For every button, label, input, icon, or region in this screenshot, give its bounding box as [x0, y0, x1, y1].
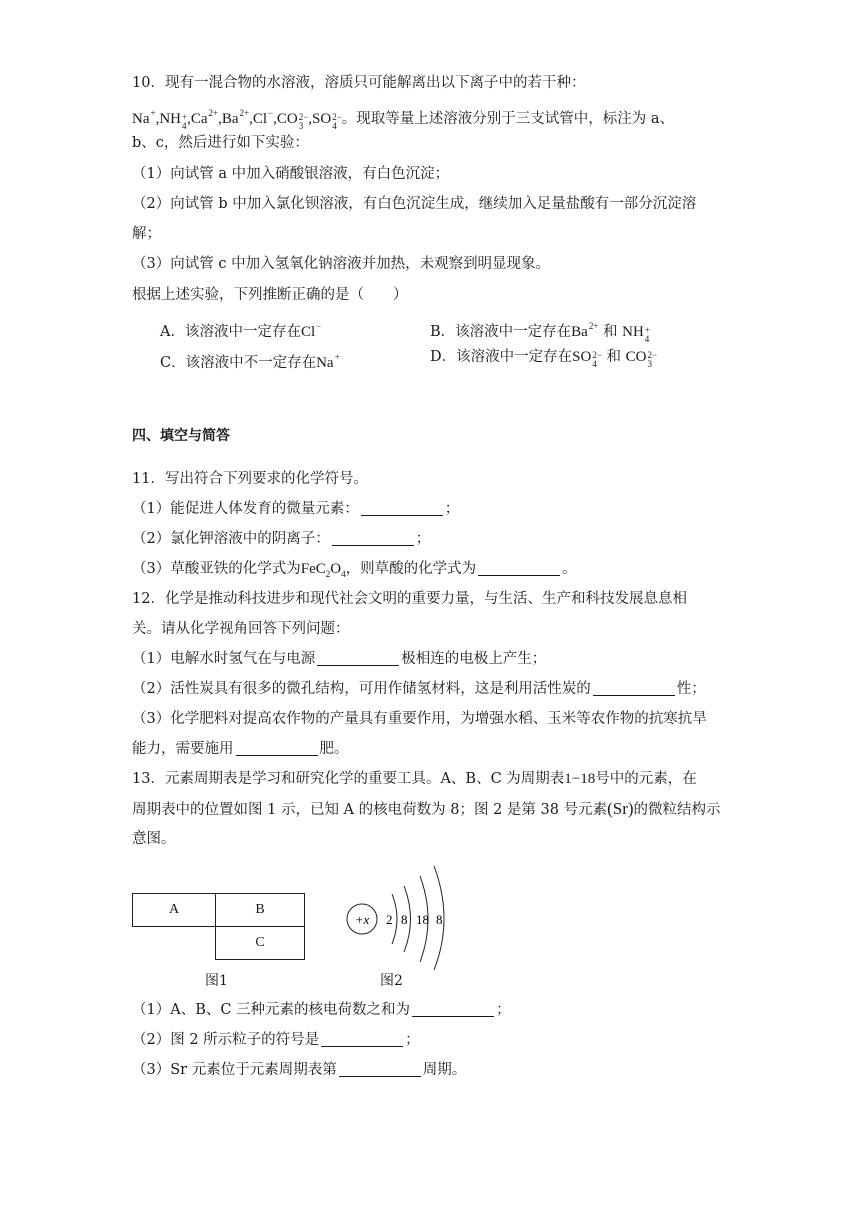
q10-option-a[interactable]: A．该溶液中一定存在Cl− — [160, 321, 322, 340]
section-heading: 四、填空与简答 — [132, 428, 230, 444]
cell-c: C — [216, 927, 305, 960]
cell-a: A — [133, 894, 216, 927]
figure1-periodic-grid — [132, 893, 305, 960]
q12-part3-cont: 能力，需要施用 肥。 — [132, 741, 349, 757]
q11-part3: （3）草酸亚铁的化学式为$FeC_2O_4$，则草酸的化学式为 。 — [132, 561, 577, 579]
figure2-atom-structure — [340, 862, 460, 972]
shell-arc-1 — [392, 894, 397, 944]
q12-part3: （3）化学肥料对提高农作物的产量具有重要作用，为增强水稻、玉米等农作物的抗寒抗旱 — [132, 711, 707, 727]
shell-electrons-3: 18 — [416, 912, 429, 927]
q10-step2: （2）向试管 b 中加入氯化钡溶液，有白色沉淀生成，继续加入足量盐酸有一部分沉淀溶 — [132, 196, 697, 212]
q13-stem-line1: 13．元素周期表是学习和研究化学的重要工具。A、B、C 为周期表1−18号中的元素，在 — [132, 771, 697, 787]
q11-answer2-blank[interactable] — [332, 529, 414, 546]
shell-electrons-4: 8 — [436, 912, 443, 927]
q13-stem-line3: 意图。 — [132, 831, 176, 847]
shell-electrons-2: 8 — [401, 912, 408, 927]
q13-answer1-blank[interactable] — [412, 1000, 494, 1017]
q11-part1: （1）能促进人体发育的微量元素： ； — [132, 501, 460, 517]
cell-b: B — [216, 894, 305, 927]
q10-step3: （3）向试管 c 中加入氢氧化钠溶液并加热，未观察到明显现象。 — [132, 256, 551, 272]
q12-answer1-blank[interactable] — [317, 649, 399, 666]
q12-answer2-blank[interactable] — [593, 679, 675, 696]
nucleus-charge: +x — [354, 912, 370, 927]
q12-part2: （2）活性炭具有很多的微孔结构，可用作储氢材料，这是利用活性炭的 性； — [132, 681, 706, 697]
q12-stem-line2: 关。请从化学视角回答下列问题： — [132, 621, 350, 637]
q10-question: 根据上述实验，下列推断正确的是（ ） — [132, 287, 408, 303]
q10-stem-line1: 10．现有一混合物的水溶液，溶质只可能解离出以下离子中的若干种： — [132, 75, 586, 91]
q13-answer2-blank[interactable] — [321, 1030, 403, 1047]
q13-part1: （1）A、B、C 三种元素的核电荷数之和为 ； — [132, 1002, 511, 1018]
q11-stem: 11．写出符合下列要求的化学符号。 — [132, 471, 368, 487]
figure1-caption: 图1 — [205, 973, 228, 989]
shell-electrons-1: 2 — [386, 912, 393, 927]
q12-answer3-blank[interactable] — [236, 739, 318, 756]
q10-option-b[interactable]: B．该溶液中一定存在$Ba^{2+}$ 和 NH + 4 — [430, 321, 650, 344]
q13-part3: （3）Sr 元素位于元素周期表第 周期。 — [132, 1062, 467, 1078]
figure2-caption: 图2 — [380, 973, 403, 989]
q10-step1: （1）向试管 a 中加入硝酸银溶液，有白色沉淀； — [132, 166, 450, 182]
q11-answer1-blank[interactable] — [361, 499, 443, 516]
q13-stem-line2: 周期表中的位置如图 1 示，已知 A 的核电荷数为 8；图 2 是第 38 号元素(Sr)的微粒结构示 — [132, 799, 721, 818]
q11-part2: （2）氯化钾溶液中的阴离子： ； — [132, 531, 431, 547]
q13-answer3-blank[interactable] — [339, 1060, 421, 1077]
q10-ion-list: Na+,NH + 4 $,Ca^{2+},Ba^{2+},Cl^-,CO$ 2− 3 ,SO 2− 4 。现取等量上述溶液分别于三支试管中，标注为 a、 — [132, 108, 675, 131]
q10-stem-line3: b、c，然后进行如下实验： — [132, 135, 309, 151]
q10-option-d[interactable]: D．该溶液中一定存在SO 2− 4 和 CO 2− 3 — [430, 349, 658, 369]
q10-step2-cont: 解； — [132, 226, 161, 242]
q10-option-c[interactable]: C．该溶液中不一定存在Na+ — [160, 352, 340, 371]
q13-part2: （2）图 2 所示粒子的符号是 ； — [132, 1032, 420, 1048]
q11-answer3-blank[interactable] — [478, 559, 560, 576]
q12-part1: （1）电解水时氢气在与电源 极相连的电极上产生； — [132, 651, 547, 667]
q12-stem-line1: 12．化学是推动科技进步和现代社会文明的重要力量，与生活、生产和科技发展息息相 — [132, 591, 687, 607]
